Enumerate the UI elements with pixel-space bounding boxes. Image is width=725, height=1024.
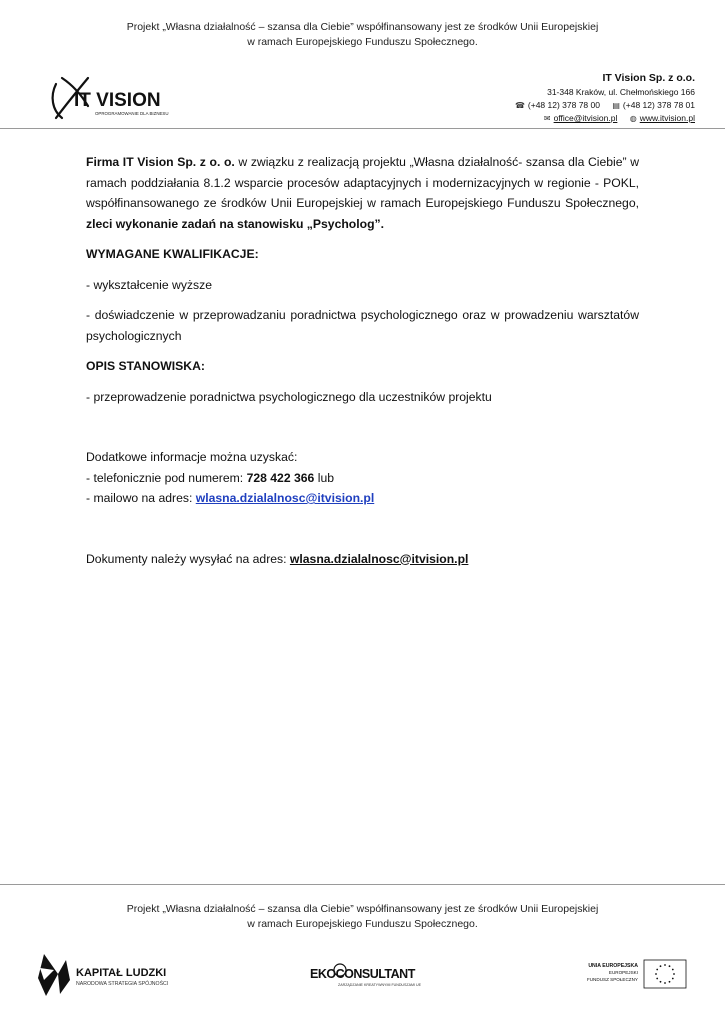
header-project-note [0,20,725,50]
company-website-link[interactable]: www.itvision.pl [639,113,695,123]
document-body [86,152,639,569]
footer-project-note [0,902,725,932]
company-address: 31-348 Kraków, ul. Chełmońskiego 166 [547,87,695,97]
company-phone: (+48 12) 378 78 00 [527,100,600,110]
footer-project-line-1: Projekt „Własna działalność – szansa dla Ciebie” współfinansowany jest ze środków Unii Europejskiej [126,903,599,915]
info-intro: Dodatkowe informacje można uzyskać: [86,450,298,464]
company-email-link[interactable]: office@itvision.pl [553,113,618,123]
envelope-icon: ✉ [543,114,551,123]
fax-icon: ▤ [612,101,620,110]
it-vision-logo [48,72,188,124]
intro-text: w związku z realizacją projektu „Własna działalność- szansa dla Ciebie” w ramach poddziałania 8.1.2 wsparcie procesów adaptacyjnych i modernizacyjnych w regionie - POKL, współfinansowanego ze środków Unii Europejskiej w ramach Europejskiego Funduszu Społecznego, [86,155,640,210]
qualifications-heading: WYMAGANE KWALIFIKACJE: [86,247,259,261]
info-mail-link[interactable]: wlasna.dzialalnosc@itvision.pl [195,491,375,505]
info-phone: - telefonicznie pod numerem: 728 422 366 lub [86,470,334,485]
ekoconsultant-subtitle: ZARZĄDZANIE KREATYWNYMI FUNDUSZAMI UE [338,983,421,987]
company-fax: (+48 12) 378 78 01 [622,100,695,110]
info-phone-number: 728 422 366 [246,470,315,485]
kapital-ludzki-subtitle: NARODOWA STRATEGIA SPÓJNOŚCI [76,981,169,987]
company-info [515,71,695,125]
header-divider [0,128,725,129]
intro-task-bold: zleci wykonanie zadań na stanowisku „Psycholog”. [86,216,384,231]
header-project-line-2: w ramach Europejskiego Funduszu Społecznego. [247,36,478,48]
header-project-line-1: Projekt „Własna działalność – szansa dla Ciebie” współfinansowany jest ze środków Unii Europejskiej [126,21,599,33]
documents-line: Dokumenty należy wysyłać na adres: wlasna.dzialalnosc@itvision.pl [86,551,469,566]
intro-paragraph [86,152,639,234]
ekoconsultant-title: EKOCONSULTANT [310,967,415,981]
eu-line-1: UNIA EUROPEJSKA [588,963,638,969]
intro-company-bold: Firma IT Vision Sp. z o. o. [86,155,235,169]
kapital-ludzki-logo [34,950,184,998]
ekoconsultant-logo [308,958,426,990]
qualification-item-2: - doświadczenie w przeprowadzaniu poradnictwa psychologicznego oraz w prowadzeniu warsztatów psychologicznych [86,308,639,343]
kapital-ludzki-title: KAPITAŁ LUDZKI [76,967,167,979]
it-vision-logo-subtext: OPROGRAMOWANIE DLA BIZNESU [95,111,169,116]
qualification-item-1: - wykształcenie wyższe [86,277,212,292]
globe-icon: ◍ [629,114,637,123]
description-item-1: - przeprowadzenie poradnictwa psychologicznego dla uczestników projektu [86,389,492,404]
eu-line-3: FUNDUSZ SPOŁECZNY [586,977,638,982]
description-heading: OPIS STANOWISKA: [86,359,205,373]
eu-efs-logo [576,958,688,990]
phone-icon: ☎ [514,101,525,110]
documents-mail-link[interactable]: wlasna.dzialalnosc@itvision.pl [289,551,469,566]
it-vision-logo-text: IT VISION [74,90,161,111]
eu-line-2: EUROPEJSKI [608,970,638,975]
company-phones [515,99,695,112]
footer-project-line-2: w ramach Europejskiego Funduszu Społecznego. [247,918,478,930]
company-contacts [515,112,695,125]
company-name: IT Vision Sp. z o.o. [602,72,695,84]
footer-divider [0,884,725,885]
info-mail: - mailowo na adres: wlasna.dzialalnosc@itvision.pl [86,491,375,505]
